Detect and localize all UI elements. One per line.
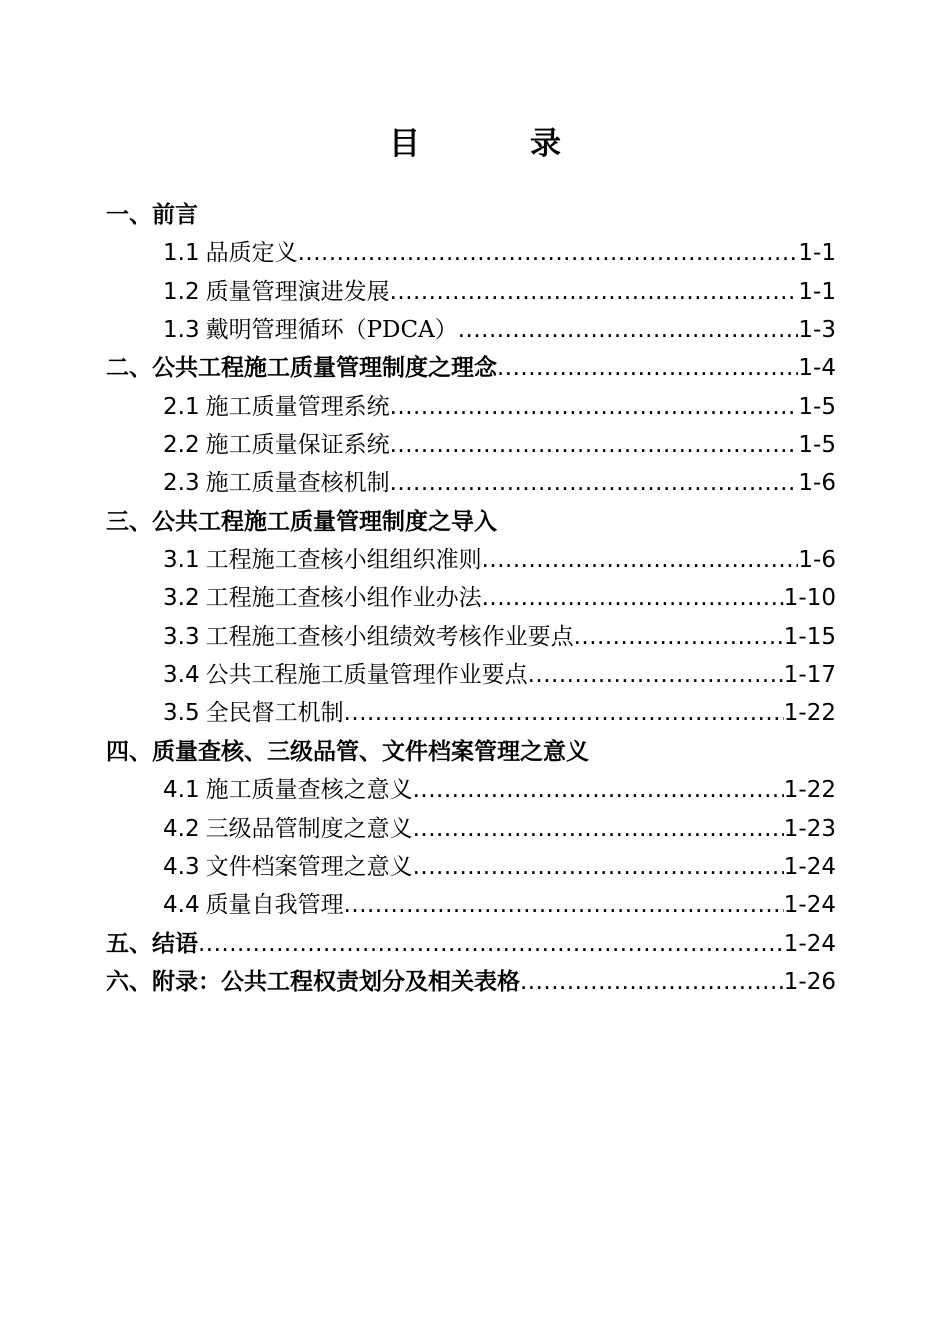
toc-entry-title: 施工质量管理系统 <box>205 393 390 420</box>
toc-entry-number: 1.3 <box>163 317 200 344</box>
toc-subsection-entry[interactable] <box>106 656 836 694</box>
toc-dot-leader <box>482 541 799 579</box>
toc-page-number: 1-22 <box>783 777 836 804</box>
toc-page-number: 1-3 <box>798 317 836 344</box>
toc-dot-leader <box>390 388 799 426</box>
toc-dot-leader <box>390 426 799 464</box>
toc-entry-number: 3.5 <box>163 700 200 727</box>
toc-dot-leader <box>482 579 784 617</box>
toc-subsection-entry[interactable] <box>106 311 836 349</box>
toc-entry-number: 1.2 <box>163 278 200 305</box>
toc-entry-number: 1.1 <box>163 240 200 267</box>
toc-dot-leader <box>344 694 784 732</box>
toc-page-number: 1-26 <box>783 968 836 995</box>
toc-entry-title: 三级品管制度之意义 <box>205 815 413 842</box>
toc-section-entry[interactable] <box>106 196 836 234</box>
toc-page-number: 1-10 <box>783 585 836 612</box>
toc-page-number: 1-5 <box>798 393 836 420</box>
toc-dot-leader <box>413 810 784 848</box>
toc-entry-number: 2.3 <box>163 470 200 497</box>
toc-entry-title: 质量管理演进发展 <box>205 278 390 305</box>
toc-entry-title: 四、质量查核、三级品管、文件档案管理之意义 <box>106 738 589 765</box>
toc-dot-leader <box>574 618 784 656</box>
toc-entry-number: 3.2 <box>163 585 200 612</box>
toc-entry-number: 2.1 <box>163 393 200 420</box>
toc-entry-title: 工程施工查核小组作业办法 <box>205 585 482 612</box>
toc-entry-title: 施工质量保证系统 <box>205 432 390 459</box>
toc-section-entry[interactable] <box>106 963 836 1001</box>
title-char-1: 目 <box>389 126 420 162</box>
page-title <box>0 118 950 163</box>
toc-subsection-entry[interactable] <box>106 273 836 311</box>
toc-page-number: 1-24 <box>783 892 836 919</box>
toc-subsection-entry[interactable] <box>106 618 836 656</box>
toc-entry-title: 公共工程施工质量管理作业要点 <box>205 662 528 689</box>
toc-subsection-entry[interactable] <box>106 541 836 579</box>
toc-entry-title: 六、附录：公共工程权责划分及相关表格 <box>106 968 520 995</box>
toc-entry-number: 4.4 <box>163 892 200 919</box>
toc-page-number: 1-24 <box>783 853 836 880</box>
toc-page-number: 1-1 <box>798 240 836 267</box>
toc-dot-leader <box>390 273 799 311</box>
toc-subsection-entry[interactable] <box>106 771 836 809</box>
toc-entry-title: 施工质量查核之意义 <box>205 777 413 804</box>
table-of-contents <box>106 196 836 1001</box>
toc-entry-number: 4.1 <box>163 777 200 804</box>
toc-entry-number: 4.3 <box>163 853 200 880</box>
toc-entry-number: 3.1 <box>163 547 200 574</box>
toc-page-number: 1-4 <box>798 355 836 382</box>
toc-page-number: 1-15 <box>783 623 836 650</box>
toc-entry-title: 品质定义 <box>205 240 298 267</box>
toc-page-number: 1-5 <box>798 432 836 459</box>
toc-entry-number: 3.3 <box>163 623 200 650</box>
toc-page-number: 1-17 <box>783 662 836 689</box>
toc-section-entry[interactable] <box>106 733 836 771</box>
toc-dot-leader <box>458 311 799 349</box>
toc-subsection-entry[interactable] <box>106 886 836 924</box>
toc-dot-leader <box>298 234 799 272</box>
toc-entry-title: 五、结语 <box>106 930 198 957</box>
toc-page-number: 1-6 <box>798 470 836 497</box>
toc-dot-leader <box>390 464 799 502</box>
toc-subsection-entry[interactable] <box>106 848 836 886</box>
toc-page-number: 1-1 <box>798 278 836 305</box>
toc-section-entry[interactable] <box>106 349 836 387</box>
toc-entry-title: 文件档案管理之意义 <box>205 853 413 880</box>
toc-section-entry[interactable] <box>106 503 836 541</box>
toc-entry-title: 二、公共工程施工质量管理制度之理念 <box>106 355 497 382</box>
toc-subsection-entry[interactable] <box>106 810 836 848</box>
toc-dot-leader <box>198 925 784 963</box>
toc-subsection-entry[interactable] <box>106 388 836 426</box>
toc-page-number: 1-23 <box>783 815 836 842</box>
toc-page-number: 1-22 <box>783 700 836 727</box>
toc-dot-leader <box>413 848 784 886</box>
title-char-2: 录 <box>530 126 561 162</box>
toc-page-number: 1-24 <box>783 930 836 957</box>
toc-entry-title: 一、前言 <box>106 202 198 228</box>
toc-entry-title: 全民督工机制 <box>205 700 344 727</box>
toc-entry-title: 三、公共工程施工质量管理制度之导入 <box>106 508 497 535</box>
toc-dot-leader <box>528 656 784 694</box>
toc-entry-number: 4.2 <box>163 815 200 842</box>
toc-entry-title: 戴明管理循环（PDCA） <box>205 317 458 344</box>
toc-dot-leader <box>497 349 798 387</box>
toc-entry-title: 工程施工查核小组绩效考核作业要点 <box>205 623 574 650</box>
toc-entry-number: 2.2 <box>163 432 200 459</box>
toc-entry-title: 工程施工查核小组组织准则 <box>205 547 482 574</box>
toc-entry-title: 施工质量查核机制 <box>205 470 390 497</box>
toc-entry-number: 3.4 <box>163 662 200 689</box>
toc-subsection-entry[interactable] <box>106 464 836 502</box>
toc-section-entry[interactable] <box>106 925 836 963</box>
toc-entry-title: 质量自我管理 <box>205 892 344 919</box>
toc-subsection-entry[interactable] <box>106 694 836 732</box>
toc-page-number: 1-6 <box>798 547 836 574</box>
toc-subsection-entry[interactable] <box>106 234 836 272</box>
toc-subsection-entry[interactable] <box>106 426 836 464</box>
toc-dot-leader <box>344 886 784 924</box>
toc-subsection-entry[interactable] <box>106 579 836 617</box>
toc-dot-leader <box>413 771 784 809</box>
toc-dot-leader <box>520 963 784 1001</box>
